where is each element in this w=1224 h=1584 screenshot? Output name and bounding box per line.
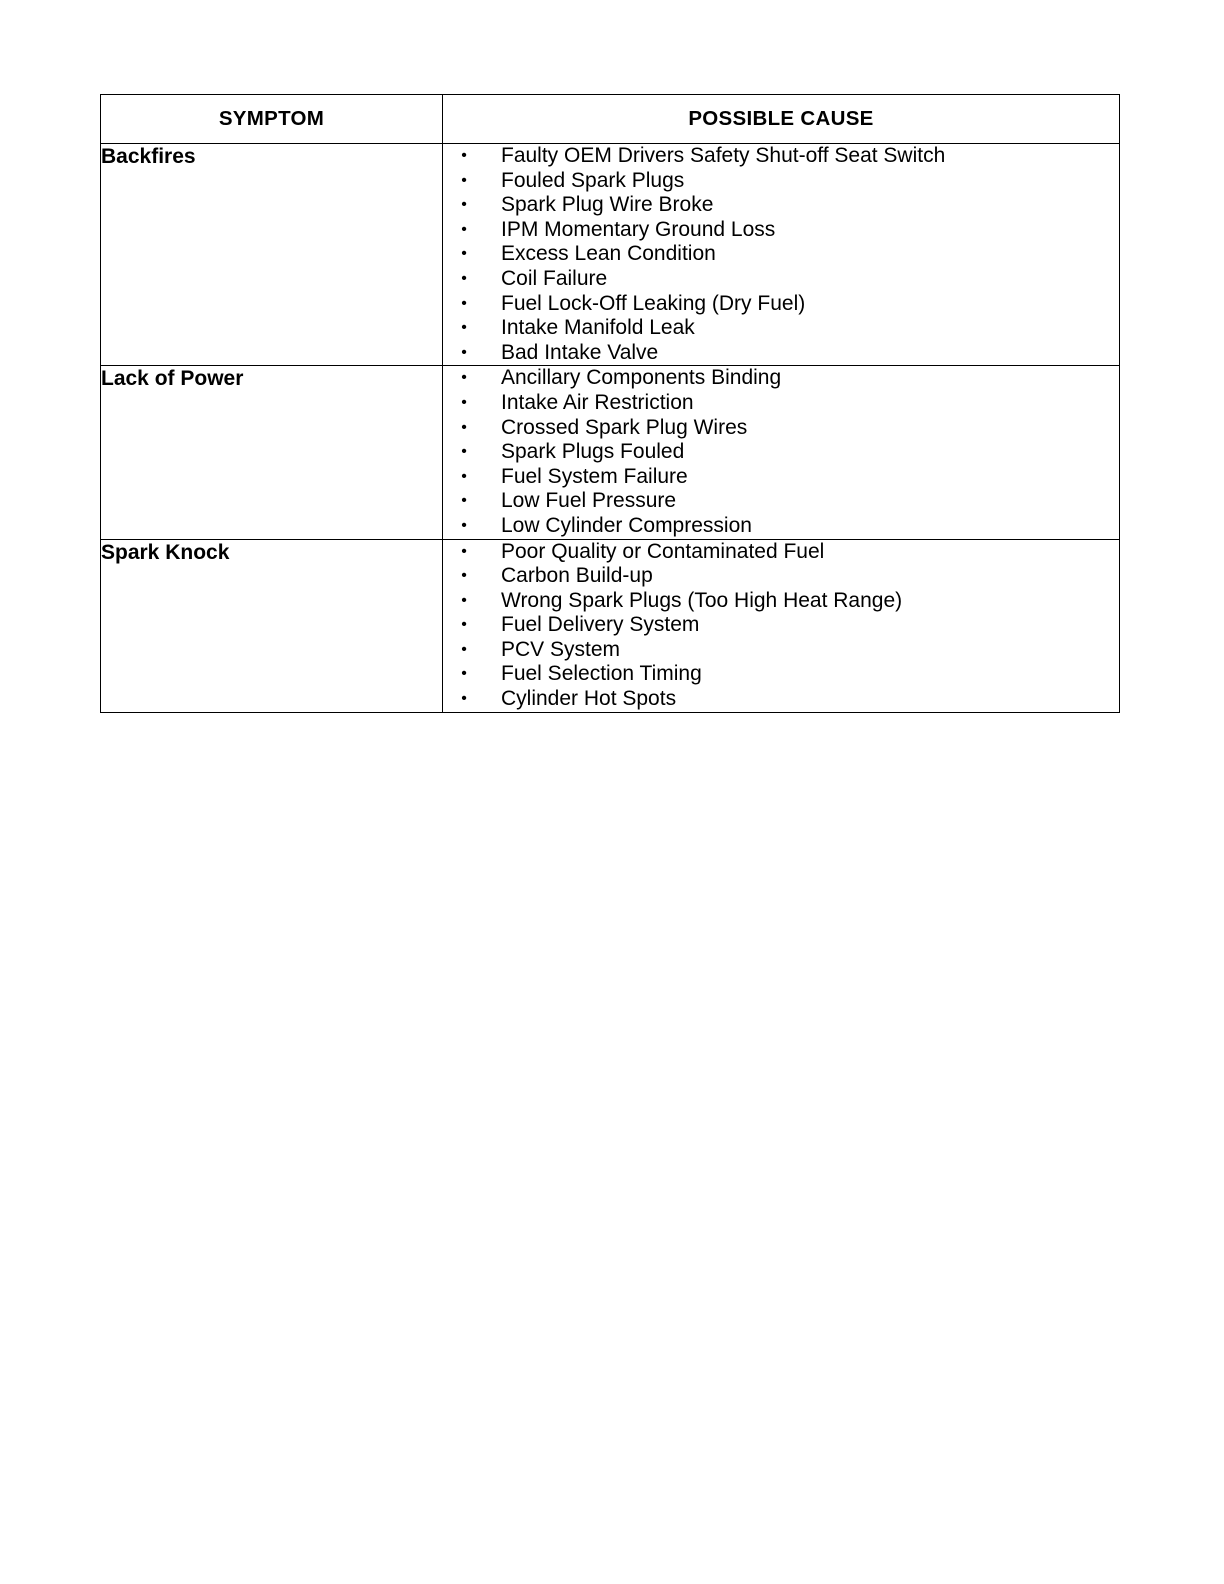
bullet-icon: • <box>461 640 467 658</box>
bullet-icon: • <box>461 567 467 585</box>
list-item: • Faulty OEM Drivers Safety Shut-off Seat Switch <box>443 144 1119 169</box>
bullet-icon: • <box>461 418 467 436</box>
bullet-icon: • <box>461 542 467 560</box>
list-item: • Excess Lean Condition <box>443 242 1119 267</box>
table-row <box>101 539 1120 712</box>
bullet-icon: • <box>461 443 467 461</box>
bullet-icon: • <box>461 147 467 164</box>
header-possible-cause: POSSIBLE CAUSE <box>443 95 1120 144</box>
symptom-cell: Spark Knock <box>101 539 443 712</box>
bullet-icon: • <box>461 269 467 287</box>
symptom-cell: Backfires <box>101 144 443 366</box>
bullet-icon: • <box>461 616 467 634</box>
bullet-icon: • <box>461 516 467 534</box>
bullet-icon: • <box>461 245 467 263</box>
list-item: • Coil Failure <box>443 267 1119 292</box>
list-item: • Fuel Lock-Off Leaking (Dry Fuel) <box>443 292 1119 317</box>
bullet-icon: • <box>461 690 467 708</box>
header-symptom: SYMPTOM <box>101 95 443 144</box>
bullet-icon: • <box>461 492 467 510</box>
list-item: • Carbon Build-up <box>443 564 1119 589</box>
table-row <box>101 144 1120 366</box>
cause-cell <box>443 144 1120 366</box>
list-item: • Fuel System Failure <box>443 465 1119 490</box>
table-header-row <box>101 95 1120 144</box>
bullet-icon: • <box>461 171 467 189</box>
list-item: • Fouled Spark Plugs <box>443 169 1119 194</box>
list-item: • Fuel Delivery System <box>443 613 1119 638</box>
cause-list <box>443 540 1119 712</box>
cause-cell <box>443 366 1120 539</box>
bullet-icon: • <box>461 220 467 238</box>
bullet-icon: • <box>461 196 467 214</box>
list-item: • Wrong Spark Plugs (Too High Heat Range) <box>443 589 1119 614</box>
bullet-icon: • <box>461 294 467 312</box>
bullet-icon: • <box>461 343 467 361</box>
list-item: • PCV System <box>443 638 1119 663</box>
list-item: • Intake Air Restriction <box>443 391 1119 416</box>
bullet-icon: • <box>461 319 467 337</box>
list-item: • Ancillary Components Binding <box>443 366 1119 391</box>
list-item: • IPM Momentary Ground Loss <box>443 218 1119 243</box>
list-item: • Low Cylinder Compression <box>443 514 1119 539</box>
cause-cell <box>443 539 1120 712</box>
symptom-cell: Lack of Power <box>101 366 443 539</box>
list-item: • Cylinder Hot Spots <box>443 687 1119 712</box>
table-row <box>101 366 1120 539</box>
bullet-icon: • <box>461 467 467 485</box>
troubleshooting-table <box>100 94 1120 713</box>
bullet-icon: • <box>461 369 467 387</box>
list-item: • Poor Quality or Contaminated Fuel <box>443 540 1119 565</box>
list-item: • Fuel Selection Timing <box>443 662 1119 687</box>
cause-list <box>443 144 1119 365</box>
list-item: • Spark Plugs Fouled <box>443 440 1119 465</box>
list-item: • Intake Manifold Leak <box>443 316 1119 341</box>
list-item: • Bad Intake Valve <box>443 341 1119 366</box>
list-item: • Spark Plug Wire Broke <box>443 193 1119 218</box>
bullet-icon: • <box>461 591 467 609</box>
bullet-icon: • <box>461 665 467 683</box>
list-item: • Crossed Spark Plug Wires <box>443 416 1119 441</box>
cause-list <box>443 366 1119 538</box>
list-item: • Low Fuel Pressure <box>443 489 1119 514</box>
bullet-icon: • <box>461 393 467 411</box>
